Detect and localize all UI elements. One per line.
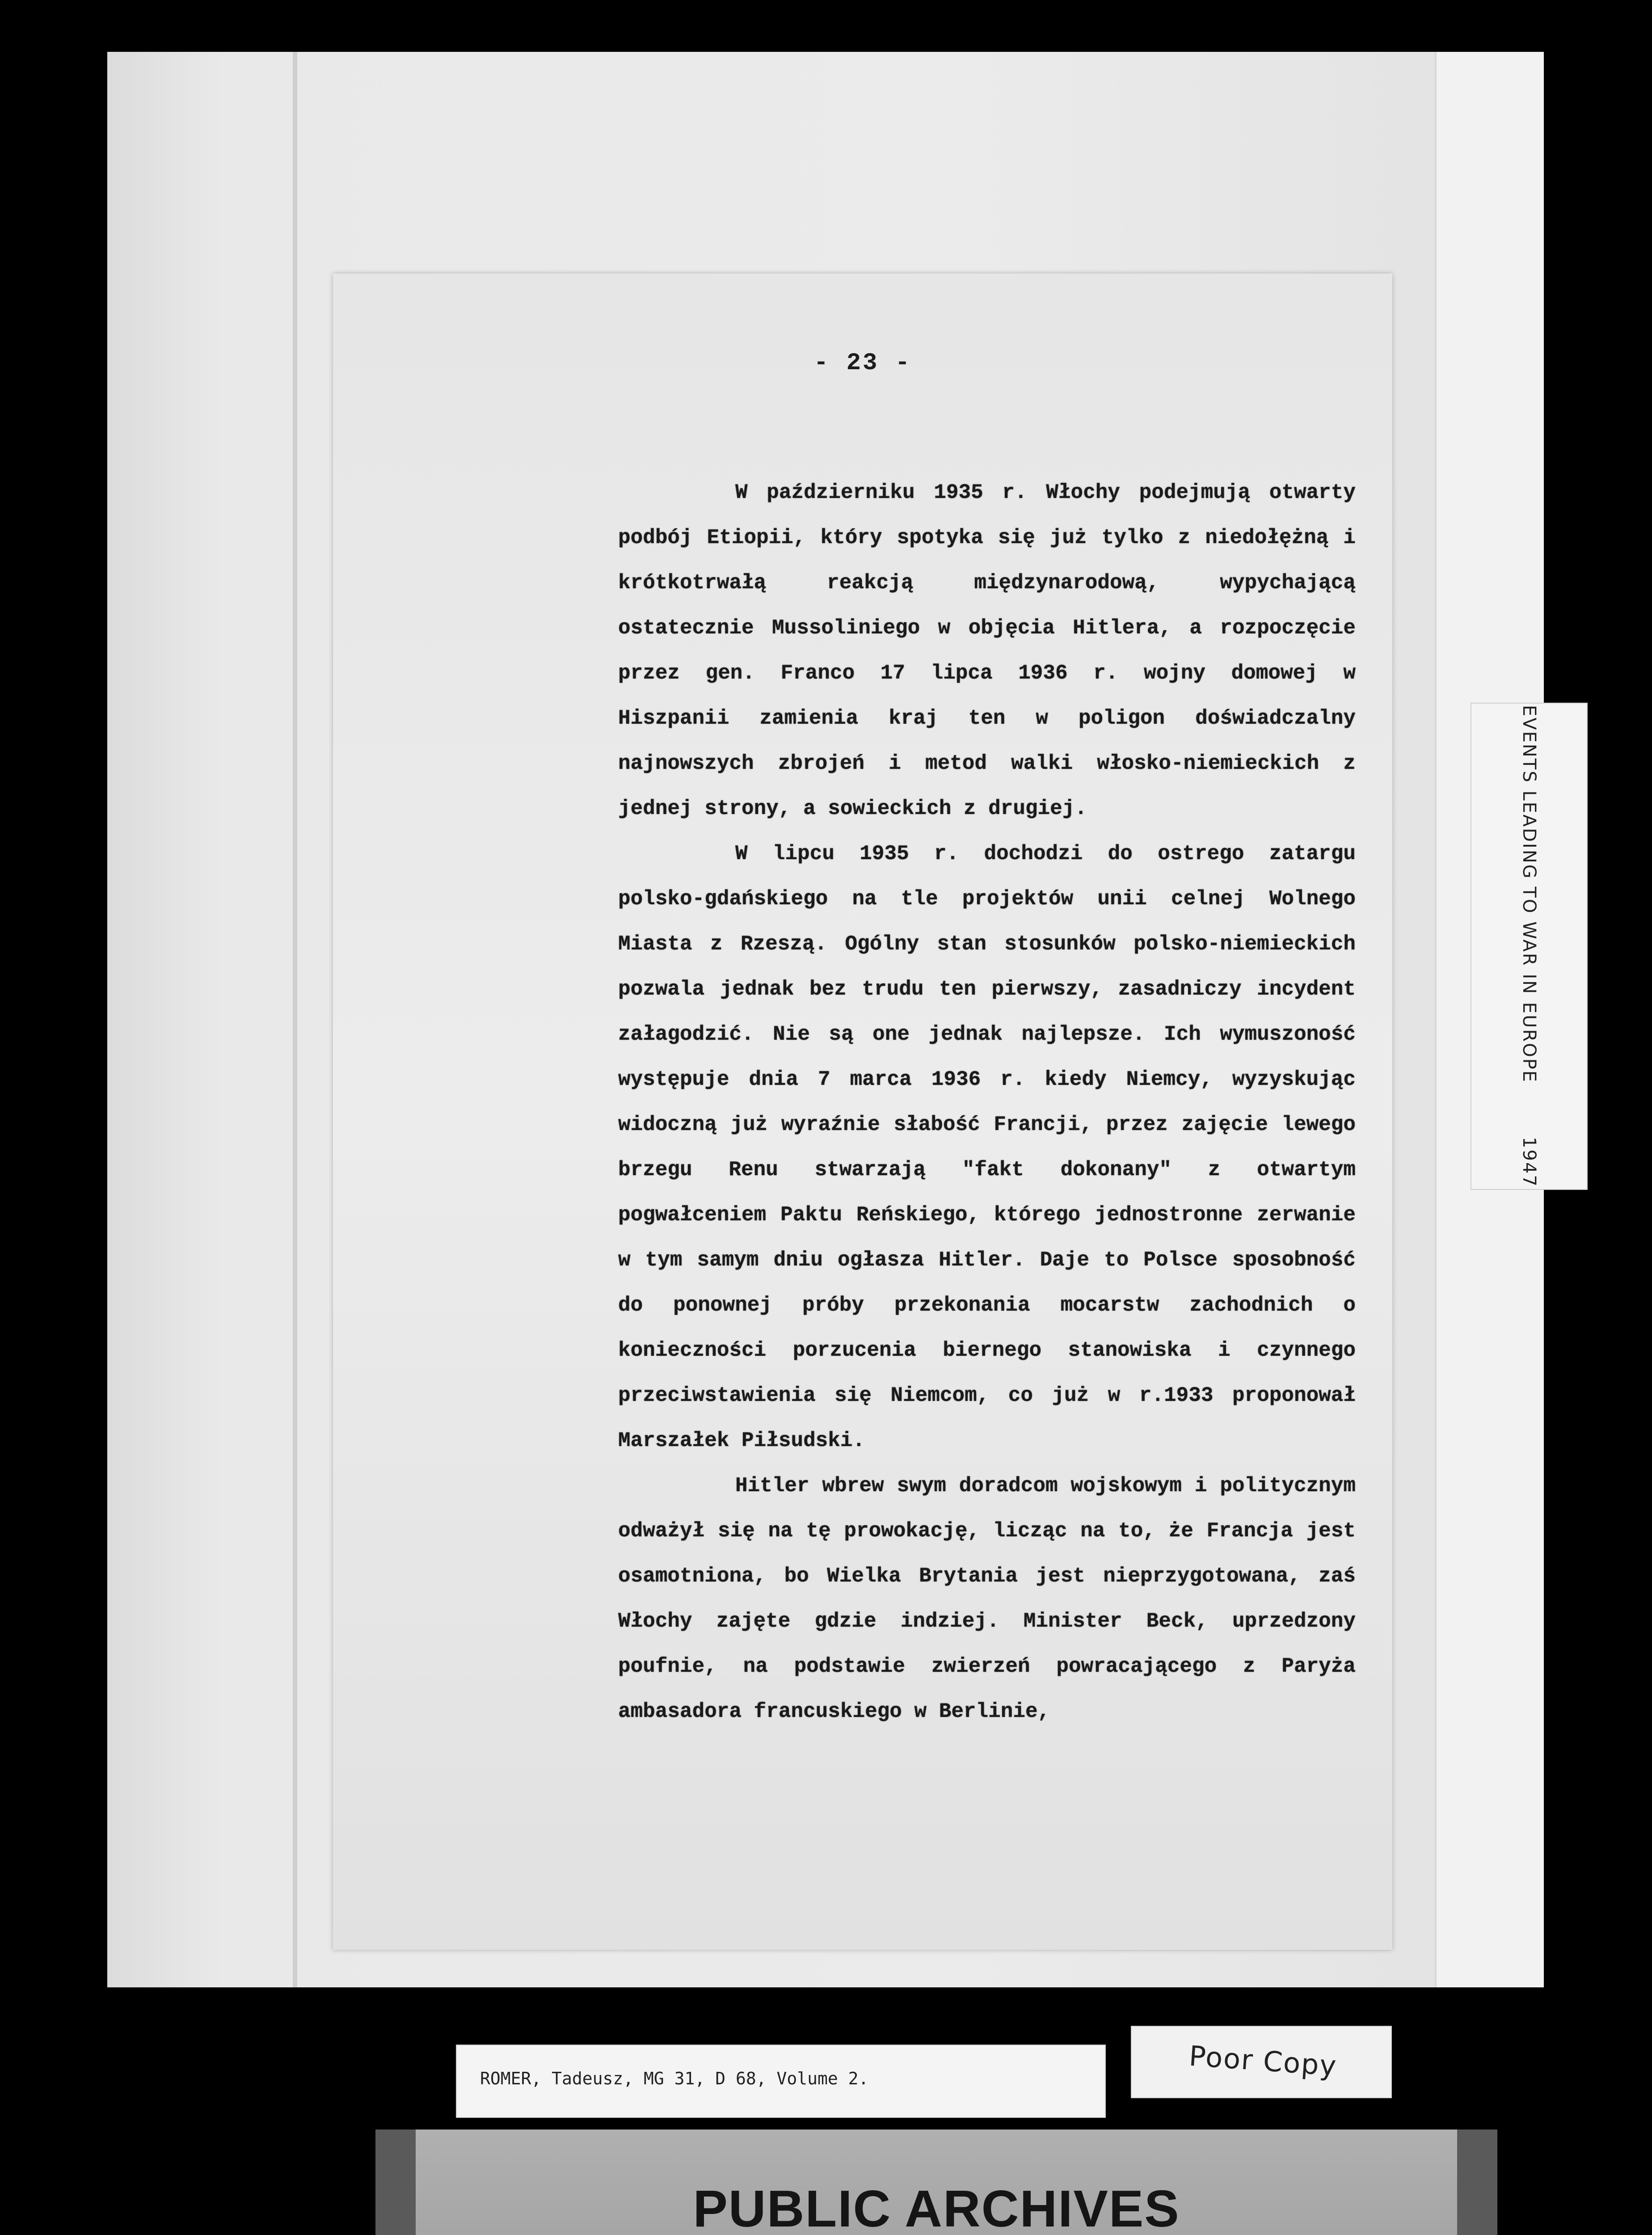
series-title: EVENTS LEADING TO WAR IN EUROPE: [1519, 705, 1539, 1084]
paragraph: W lipcu 1935 r. dochodzi do ostrego zatargu polsko-gdańskiego na tle projektów unii celnej Wolnego Miasta z Rzeszą. Ogólny stan stosunków polsko-niemieckich pozwala jednak bez trudu ten pierwszy, zasadniczy incydent załagodzić. Nie są one jednak najlepsze. Ich wymuszoność występuje dnia 7 marca 1936 r. kiedy Niemcy, wyzyskując widoczną już wyraźnie słabość Francji, przez zajęcie lewego brzegu Renu stwarzają "fakt dokonany" z otwartym pogwałceniem Paktu Reńskiego, którego jednostronne zerwanie w tym samym dniu ogłasza Hitler. Daje to Polsce sposobność do ponownej próby przekonania mocarstw zachodnich o konieczności porzucenia biernego stanowiska i czynnego przeciwstawienia się Niemcom, co już w r.1933 proponował Marszałek Piłsudski.: [618, 842, 1356, 1452]
quality-note-text: Poor Copy: [1188, 2039, 1338, 2083]
paragraph: W październiku 1935 r. Włochy podejmują otwarty podbój Etiopii, który spotyka się już tylko z niedołężną i krótkotrwałą reakcją międzynarodową, wypychającą ostatecznie Mussoliniego w objęcia Hitlera, a rozpoczęcie przez gen. Franco 17 lipca 1936 r. wojny domowej w Hiszpanii zamienia kraj ten w poligon doświadczalny najnowszych zbrojeń i metod walki włosko-niemieckich z jednej strony, a sowieckich z drugiej.: [618, 481, 1356, 820]
file-reference: ROMER, Tadeusz, MG 31, D 68, Volume 2.: [480, 2069, 869, 2088]
series-year: 1947: [1519, 1137, 1539, 1188]
paragraph: Hitler wbrew swym doradcom wojskowym i politycznym odważył się na tę prowokację, licząc na to, że Francja jest osamotniona, bo Wielka Brytania jest nieprzygotowana, zaś Włochy zajęte gdzie indziej. Minister Beck, uprzedzony poufnie, na podstawie zwierzeń powracającego z Paryża ambasadora francuskiego w Berlinie,: [618, 1474, 1356, 1723]
page-number: - 23 -: [813, 350, 912, 377]
binder-fold: [293, 52, 297, 1987]
typed-body: [618, 470, 1356, 1734]
typed-page: [333, 274, 1392, 1950]
file-label: [456, 2045, 1106, 2118]
stamp-line-public-archives: PUBLIC ARCHIVES: [693, 2180, 1180, 2235]
series-tab: [1471, 703, 1588, 1190]
quality-note: [1131, 2026, 1392, 2098]
series-tab-text: [1519, 705, 1539, 1188]
archives-stamp: [375, 2130, 1497, 2235]
